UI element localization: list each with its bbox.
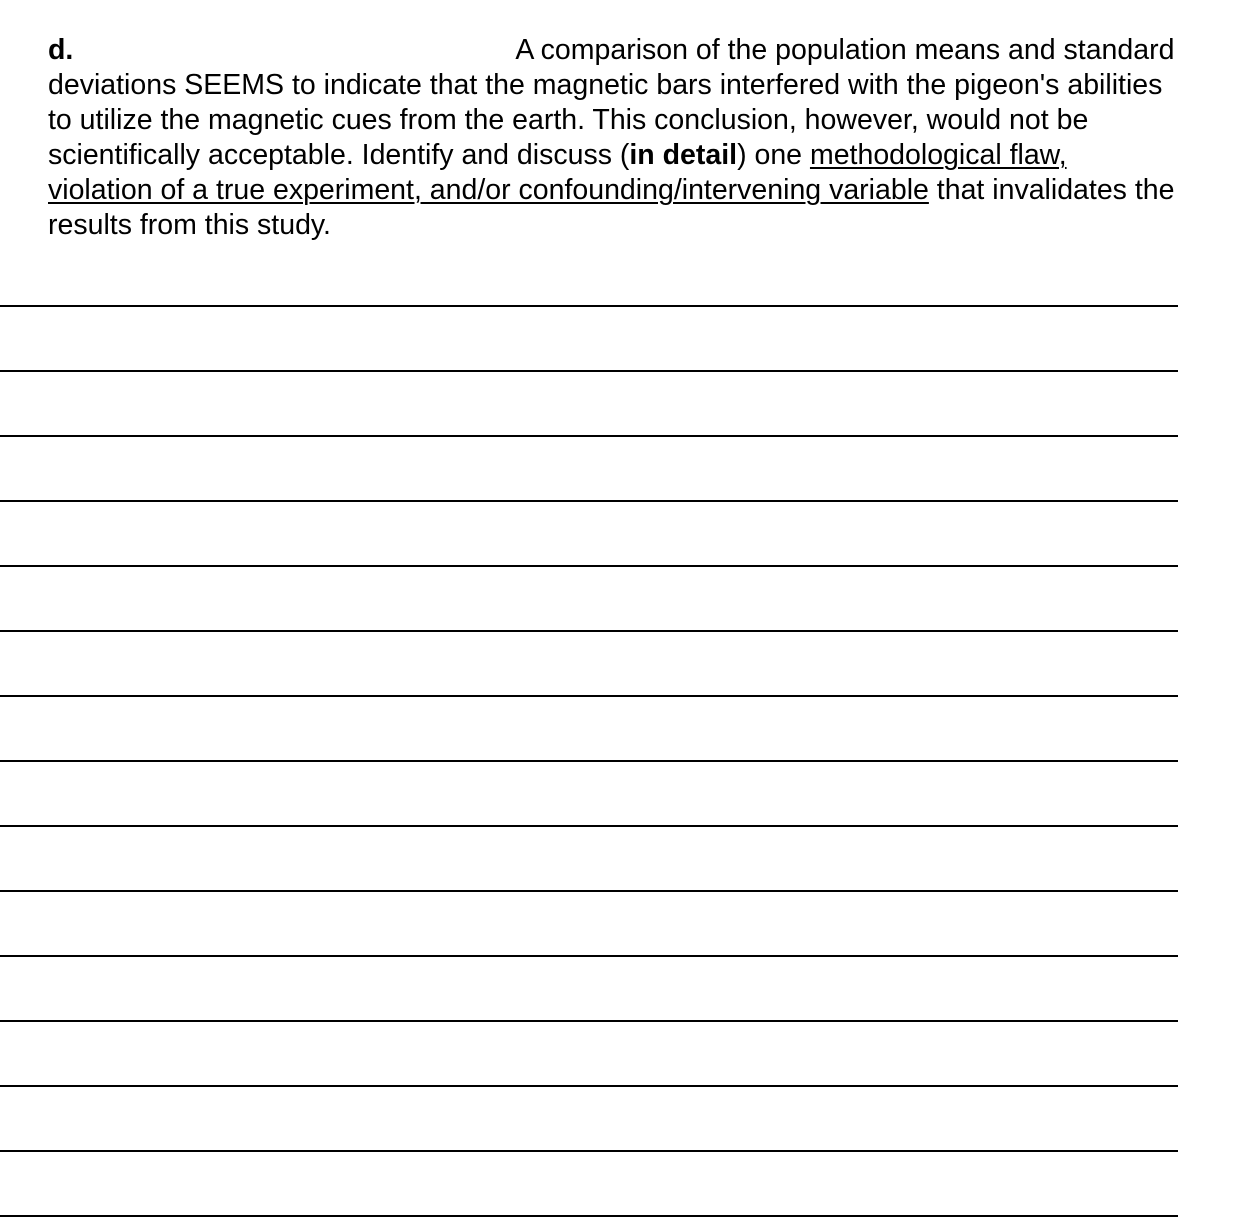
answer-line[interactable] [0, 760, 1178, 762]
question-line-3: to utilize the magnetic cues from the earth. This conclusion, however, would not be [48, 104, 1089, 136]
answer-line[interactable] [0, 370, 1178, 372]
answer-line[interactable] [0, 630, 1178, 632]
question-line-6: results from this study. [48, 209, 331, 241]
answer-line[interactable] [0, 1085, 1178, 1087]
answer-line[interactable] [0, 1150, 1178, 1152]
answer-line[interactable] [0, 825, 1178, 827]
answer-line[interactable] [0, 500, 1178, 502]
question-label: d. [48, 34, 74, 66]
question-text-1: A comparison of the population means and standard [515, 34, 1175, 66]
answer-line[interactable] [0, 435, 1178, 437]
answer-line[interactable] [0, 1215, 1178, 1217]
question-text-4a: scientifically acceptable. Identify and discuss ( [48, 139, 630, 171]
question-text-5: that invalidates the [928, 174, 1175, 206]
answer-line[interactable] [0, 565, 1178, 567]
question-text-4b: ) one [737, 139, 810, 171]
underlined-phrase-1: methodological flaw, [809, 139, 1067, 171]
answer-line[interactable] [0, 1020, 1178, 1022]
answer-line[interactable] [0, 955, 1178, 957]
emphasis-in-detail: in detail [629, 139, 738, 171]
answer-line[interactable] [0, 890, 1178, 892]
answer-line[interactable] [0, 695, 1178, 697]
question-line-2: deviations SEEMS to indicate that the magnetic bars interfered with the pigeon's abilities [48, 69, 1163, 101]
answer-line[interactable] [0, 305, 1178, 307]
underlined-phrase-2: violation of a true experiment, and/or confounding/intervening variable [48, 174, 929, 206]
